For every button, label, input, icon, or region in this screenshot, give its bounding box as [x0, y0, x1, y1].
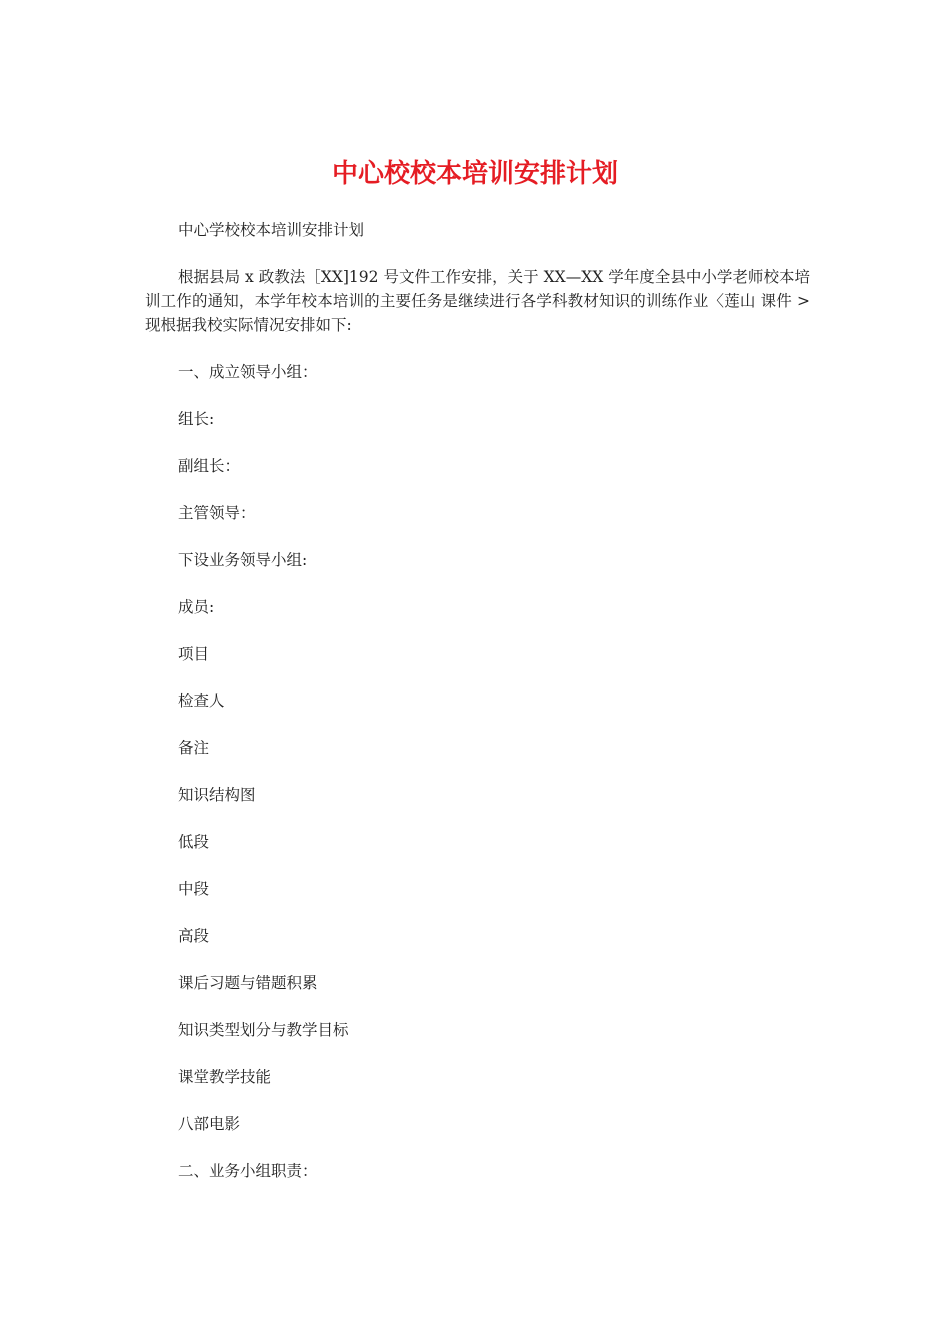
list-item: 课后习题与错题积累 [178, 974, 318, 992]
list-item: 课堂教学技能 [178, 1068, 272, 1086]
list-item: 主管领导： [178, 504, 256, 522]
list-item: 八部电影 [178, 1115, 241, 1133]
list-item: 高段 [178, 927, 210, 945]
section-heading-leadership: 一、成立领导小组： [178, 363, 318, 381]
list-item: 项目 [178, 645, 210, 663]
list-item: 组长: [178, 410, 215, 428]
section-heading-duties: 二、业务小组职责： [178, 1162, 318, 1180]
list-item: 副组长： [178, 457, 241, 475]
list-item: 知识结构图 [178, 786, 256, 804]
paragraph-subtitle: 中心学校校本培训安排计划 [178, 221, 365, 239]
list-item: 知识类型划分与教学目标 [178, 1021, 349, 1039]
document-body [145, 218, 810, 1206]
list-item: 下设业务领导小组: [178, 551, 308, 569]
list-item: 低段 [178, 833, 210, 851]
list-item: 备注 [178, 739, 210, 757]
document-title: 中心校校本培训安排计划 [331, 159, 618, 189]
list-item: 检查人 [178, 692, 225, 710]
list-item: 中段 [178, 880, 210, 898]
paragraph-intro: 根据县局 x 政教法［XX]192 号文件工作安排，关于 XX—XX 学年度全县中小学老师校本培训工作的通知，本学年校本培训的主要任务是继续进行各学科教材知识的训练作业〈莲山 课件 >现根据我校实际情况安排如下: [145, 268, 810, 334]
list-item: 成员: [178, 598, 215, 616]
